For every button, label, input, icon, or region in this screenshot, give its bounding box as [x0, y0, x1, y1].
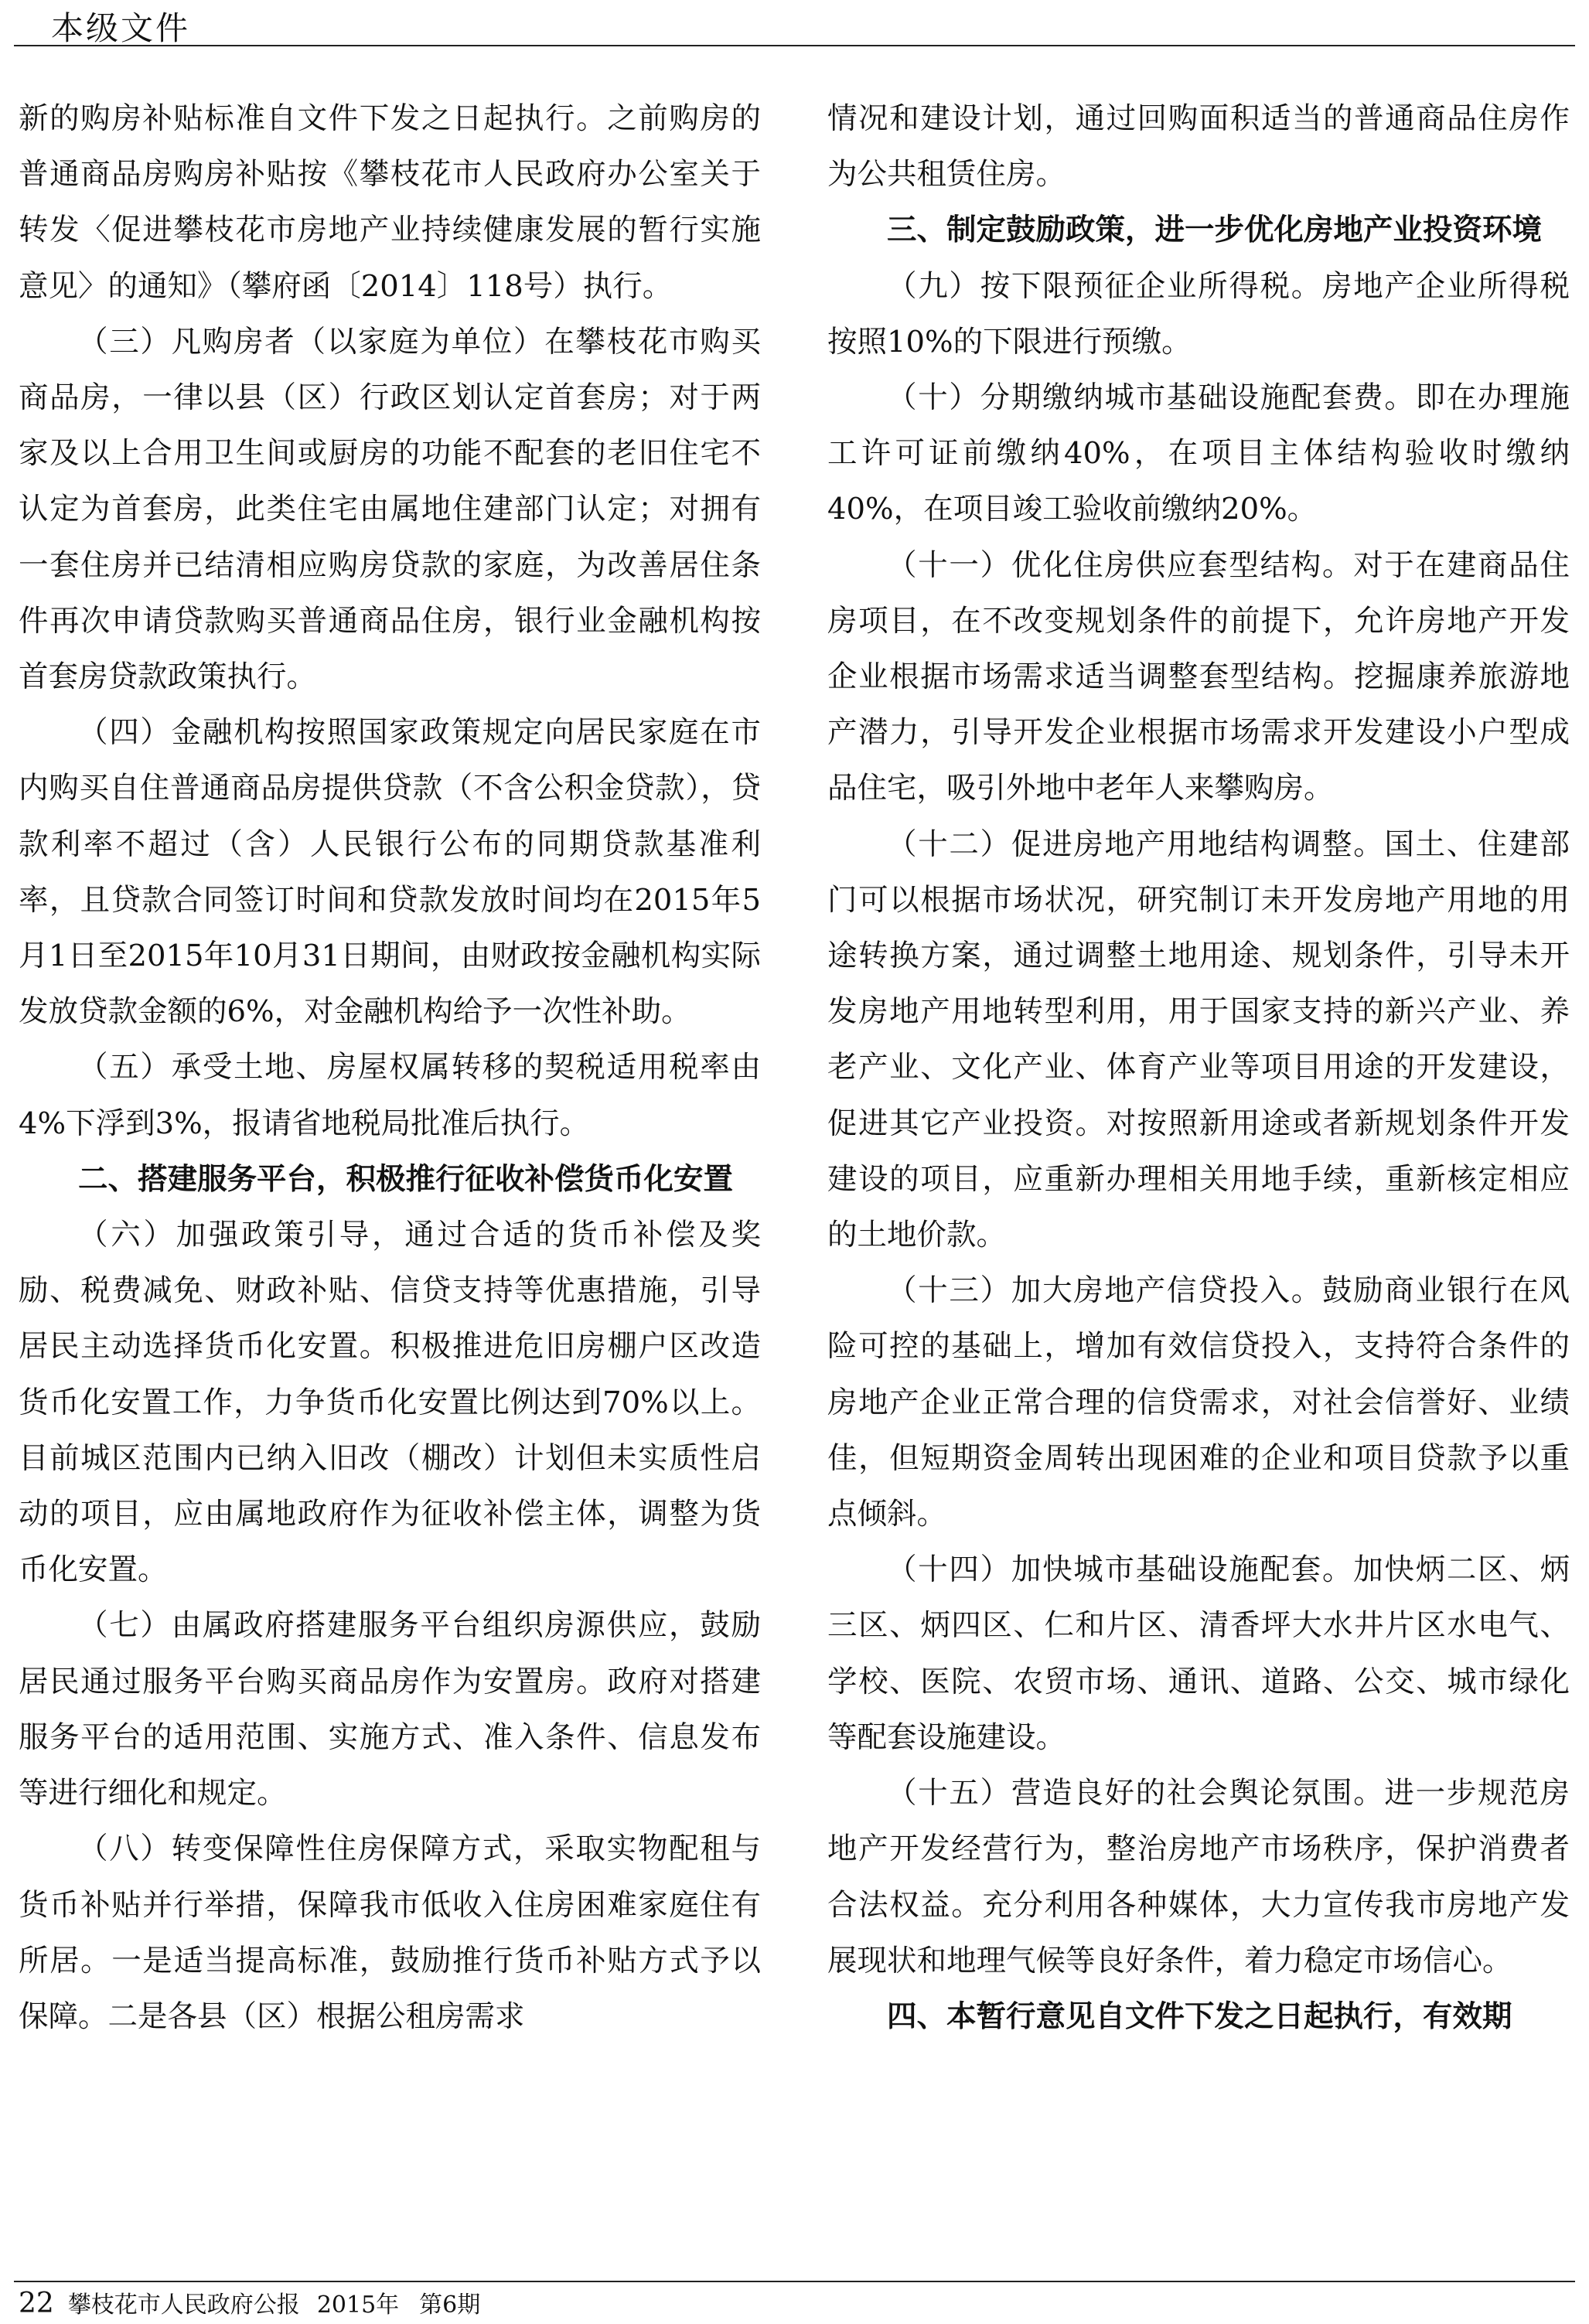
header-divider	[14, 45, 1575, 46]
publication-name: 攀枝花市人民政府公报	[67, 2292, 300, 2319]
publication-year: 2015年	[316, 2292, 400, 2319]
footer-divider	[14, 2281, 1575, 2282]
section-heading-3: 三、制定鼓励政策，进一步优化房地产业投资环境	[887, 213, 1543, 248]
paragraph-item-9: （九）按下限预征企业所得税。房地产企业所得税按照10%的下限进行预缴。	[827, 268, 1570, 360]
page-header-title: 本级文件	[51, 9, 191, 47]
paragraph-item-6: （六）加强政策引导，通过合适的货币补偿及奖励、税费减免、财政补贴、信贷支持等优惠措施，引导居民主动选择货币化安置。积极推进危旧房棚户区改造货币化安置工作，力争货币化安置比例达到70%以上。目前城区范围内已纳入旧改（棚改）计划但未实质性启动的项目，应由属地政府作为征收补偿主体，调整为货币化安置。	[19, 1218, 761, 1588]
section-heading-4: 四、本暂行意见自文件下发之日起执行，有效期	[887, 1999, 1512, 2034]
paragraph-item-8: （八）转变保障性住房保障方式，采取实物配租与货币补贴并行举措，保障我市低收入住房困难家庭住有所居。一是适当提高标准，鼓励推行货币补贴方式予以保障。二是各县（区）根据公租房需求	[19, 1832, 761, 2034]
section-heading-2: 二、搭建服务平台，积极推行征收补偿货币化安置	[78, 1161, 734, 1197]
paragraph-item-13: （十三）加大房地产信贷投入。鼓励商业银行在风险可控的基础上，增加有效信贷投入，支持符合条件的房地产企业正常合理的信贷需求，对社会信誉好、业绩佳，但短期资金周转出现困难的企业和项目贷款予以重点倾斜。	[827, 1273, 1570, 1532]
paragraph-item-3: （三）凡购房者（以家庭为单位）在攀枝花市购买商品房，一律以县（区）行政区划认定首套房；对于两家及以上合用卫生间或厨房的功能不配套的老旧住宅不认定为首套房，此类住宅由属地住建部门认定；对拥有一套住房并已结清相应购房贷款的家庭，为改善居住条件再次申请贷款购买普通商品住房，银行业金融机构按首套房贷款政策执行。	[19, 324, 761, 695]
paragraph-item-15: （十五）营造良好的社会舆论氛围。进一步规范房地产开发经营行为，整治房地产市场秩序，保护消费者合法权益。充分利用各种媒体，大力宣传我市房地产发展现状和地理气候等良好条件，着力稳定市场信心。	[827, 1776, 1570, 1978]
left-column	[19, 91, 761, 2045]
paragraph-item-14: （十四）加快城市基础设施配套。加快炳二区、炳三区、炳四区、仁和片区、清香坪大水井片区水电气、学校、医院、农贸市场、通讯、道路、公交、城市绿化等配套设施建设。	[827, 1552, 1570, 1755]
right-column	[827, 91, 1570, 2045]
paragraph-item-5: （五）承受土地、房屋权属转移的契税适用税率由4%下浮到3%，报请省地税局批准后执行。	[19, 1050, 761, 1141]
paragraph-item-10: （十）分期缴纳城市基础设施配套费。即在办理施工许可证前缴纳40%，在项目主体结构验收时缴纳40%，在项目竣工验收前缴纳20%。	[827, 380, 1570, 527]
paragraph-item-12: （十二）促进房地产用地结构调整。国土、住建部门可以根据市场状况，研究制订未开发房地产用地的用途转换方案，通过调整土地用途、规划条件，引导未开发房地产用地转型利用，用于国家支持的新兴产业、养老产业、文化产业、体育产业等项目用途的开发建设，促进其它产业投资。对按照新用途或者新规划条件开发建设的项目，应重新办理相关用地手续，重新核定相应的土地价款。	[827, 826, 1570, 1253]
paragraph-item-7: （七）由属政府搭建服务平台组织房源供应，鼓励居民通过服务平台购买商品房作为安置房。政府对搭建服务平台的适用范围、实施方式、准入条件、信息发布等进行细化和规定。	[19, 1608, 761, 1811]
issue-number: 第6期	[419, 2292, 481, 2319]
page-footer	[19, 2285, 480, 2319]
paragraph-item-4: （四）金融机构按照国家政策规定向居民家庭在市内购买自住普通商品房提供贷款（不含公积金贷款），贷款利率不超过（含）人民银行公布的同期贷款基准利率，且贷款合同签订时间和贷款发放时间均在2015年5月1日至2015年10月31日期间，由财政按金融机构实际发放贷款金额的6%，对金融机构给予一次性补助。	[19, 715, 761, 1030]
paragraph-item-11: （十一）优化住房供应套型结构。对于在建商品住房项目，在不改变规划条件的前提下，允许房地产开发企业根据市场需求适当调整套型结构。挖掘康养旅游地产潜力，引导开发企业根据市场需求开发建设小户型成品住宅，吸引外地中老年人来攀购房。	[827, 547, 1570, 806]
paragraph-continuation: 情况和建设计划，通过回购面积适当的普通商品住房作为公共租赁住房。	[827, 101, 1570, 193]
paragraph-continuation: 新的购房补贴标准自文件下发之日起执行。之前购房的普通商品房购房补贴按《攀枝花市人民政府办公室关于转发〈促进攀枝花市房地产业持续健康发展的暂行实施意见〉的通知》（攀府函〔2014〕118号）执行。	[19, 101, 761, 304]
page-number: 22	[19, 2288, 54, 2319]
